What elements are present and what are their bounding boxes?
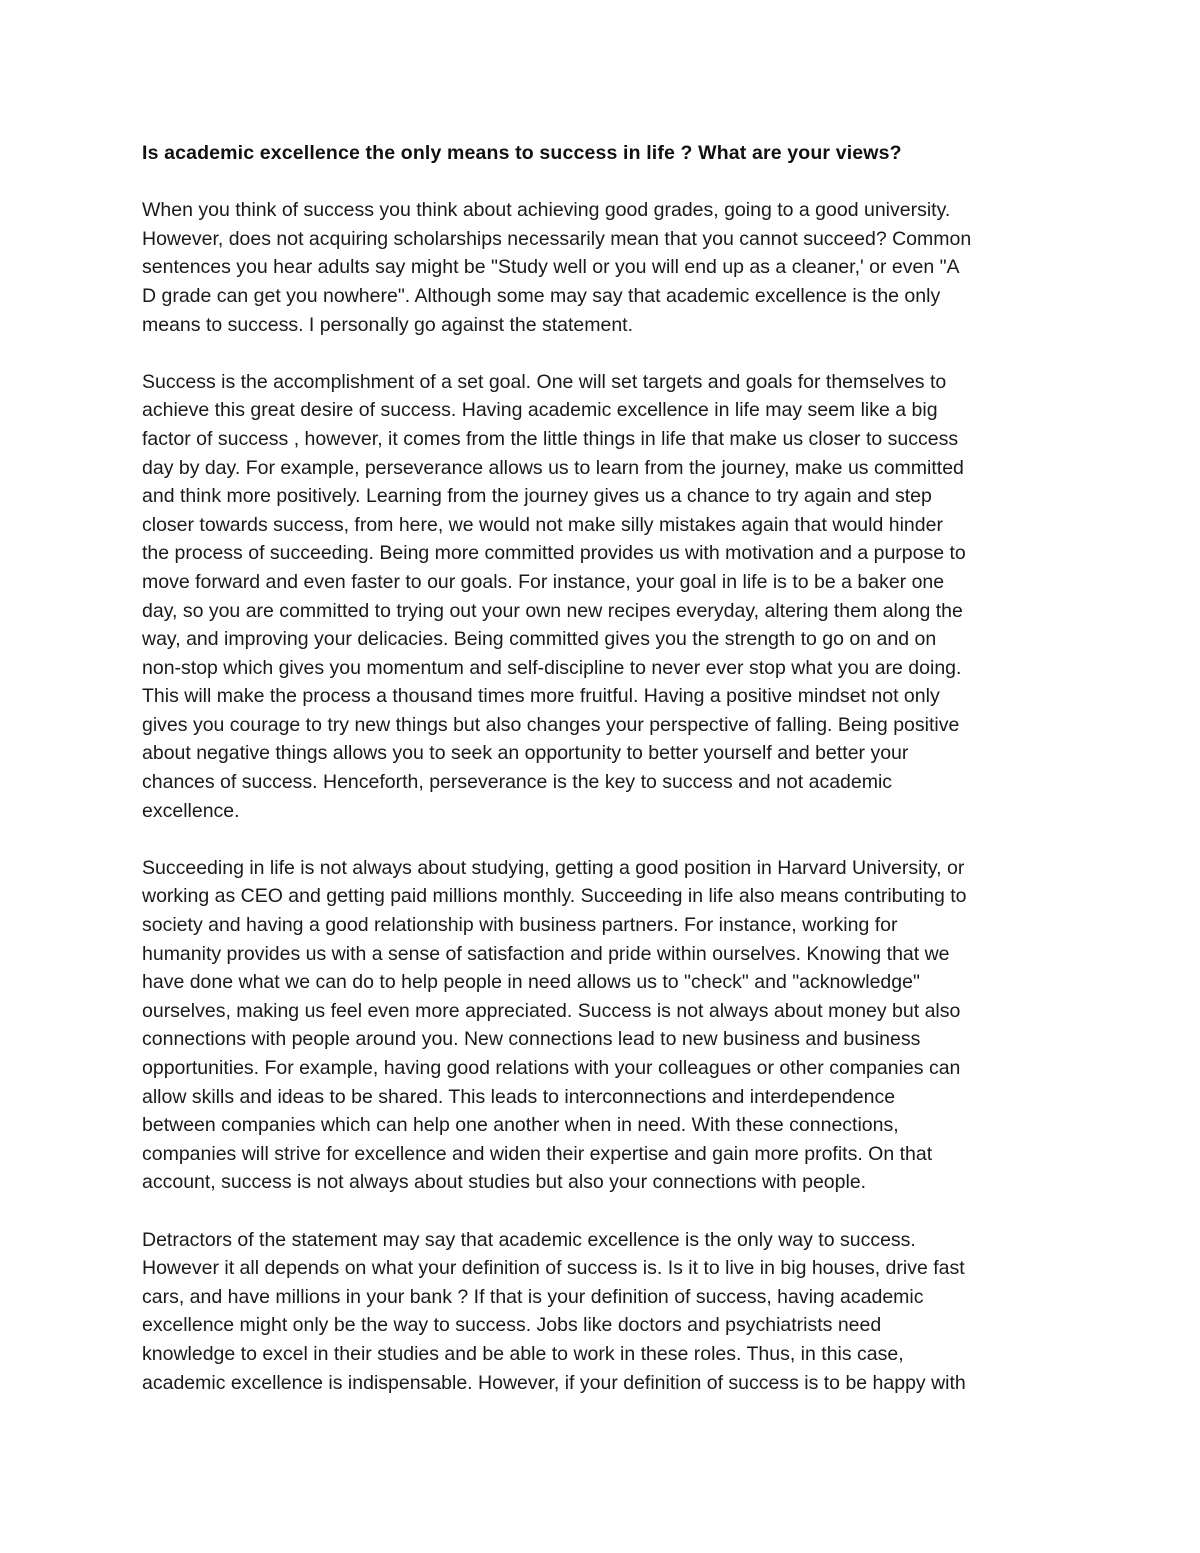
text-line: This will make the process a thousand times more fruitful. Having a positive mindset not only: [142, 685, 940, 708]
text-line: about negative things allows you to seek an opportunity to better yourself and better your: [142, 742, 909, 765]
text-line: account, success is not always about studies but also your connections with people.: [142, 1171, 867, 1194]
text-line: sentences you hear adults say might be "Study well or you will end up as a cleaner,' or even "A: [142, 256, 960, 279]
text-line: move forward and even faster to our goals. For instance, your goal in life is to be a baker one: [142, 570, 945, 593]
text-line: academic excellence is indispensable. However, if your definition of success is to be happy with: [142, 1371, 966, 1394]
text-line: working as CEO and getting paid millions monthly. Succeeding in life also means contributing to: [142, 885, 967, 908]
text-line: Success is the accomplishment of a set goal. One will set targets and goals for themselves to: [142, 370, 947, 393]
text-line: knowledge to excel in their studies and be able to work in these roles. Thus, in this case,: [142, 1342, 904, 1365]
text-line: the process of succeeding. Being more committed provides us with motivation and a purpose to: [142, 542, 966, 565]
paragraph-connections: [142, 854, 1072, 1197]
text-line: chances of success. Henceforth, perseverance is the key to success and not academic: [142, 771, 893, 794]
text-line: and think more positively. Learning from the journey gives us a chance to try again and step: [142, 485, 932, 508]
paragraph-detractors: [142, 1226, 1072, 1398]
text-line: excellence.: [142, 799, 240, 822]
text-line: However, does not acquiring scholarships necessarily mean that you cannot succeed? Common: [142, 227, 972, 250]
text-line: between companies which can help one another when in need. With these connections,: [142, 1114, 899, 1137]
text-line: However it all depends on what your definition of success is. Is it to live in big houses, drive fast: [142, 1257, 965, 1280]
text-line: D grade can get you nowhere". Although some may say that academic excellence is the only: [142, 284, 941, 307]
document-body: [142, 139, 1072, 1426]
text-line: opportunities. For example, having good relations with your colleagues or other companies can: [142, 1057, 961, 1079]
paragraph-introduction: [142, 196, 1072, 339]
text-line: When you think of success you think about achieving good grades, going to a good university.: [142, 199, 951, 222]
text-line: excellence might only be the way to success. Jobs like doctors and psychiatrists need: [142, 1314, 882, 1337]
text-line: way, and improving your delicacies. Being committed gives you the strength to go on and on: [142, 628, 937, 651]
text-line: allow skills and ideas to be shared. This leads to interconnections and interdependence: [142, 1085, 896, 1108]
text-line: companies will strive for excellence and widen their expertise and gain more profits. On that: [142, 1142, 933, 1165]
text-line: Detractors of the statement may say that academic excellence is the only way to success.: [142, 1228, 916, 1251]
text-line: connections with people around you. New connections lead to new business and business: [142, 1028, 921, 1051]
paragraph-perseverance: [142, 368, 1072, 826]
text-line: have done what we can do to help people in need allows us to "check" and "acknowledge": [142, 971, 920, 994]
text-line: day, so you are committed to trying out your own new recipes everyday, altering them along the: [142, 599, 963, 622]
text-line: society and having a good relationship with business partners. For instance, working for: [142, 914, 898, 937]
text-line: ourselves, making us feel even more appreciated. Success is not always about money but also: [142, 999, 961, 1022]
text-line: means to success. I personally go against the statement.: [142, 313, 634, 336]
text-line: humanity provides us with a sense of satisfaction and pride within ourselves. Knowing that we: [142, 942, 950, 965]
text-line: Succeeding in life is not always about studying, getting a good position in Harvard University, or: [142, 856, 965, 879]
text-line: closer towards success, from here, we would not make silly mistakes again that would hinder: [142, 513, 943, 536]
text-line: gives you courage to try new things but also changes your perspective of falling. Being positive: [142, 713, 960, 736]
text-line: cars, and have millions in your bank ? If that is your definition of success, having academic: [142, 1285, 924, 1308]
text-line: day by day. For example, perseverance allows us to learn from the journey, make us committed: [142, 456, 964, 479]
text-line: non-stop which gives you momentum and self-discipline to never ever stop what you are doing.: [142, 656, 962, 679]
document-title: Is academic excellence the only means to success in life ? What are your views?: [142, 142, 902, 164]
text-line: factor of success , however, it comes from the little things in life that make us closer to success: [142, 427, 959, 450]
text-line: achieve this great desire of success. Having academic excellence in life may seem like a big: [142, 399, 938, 422]
